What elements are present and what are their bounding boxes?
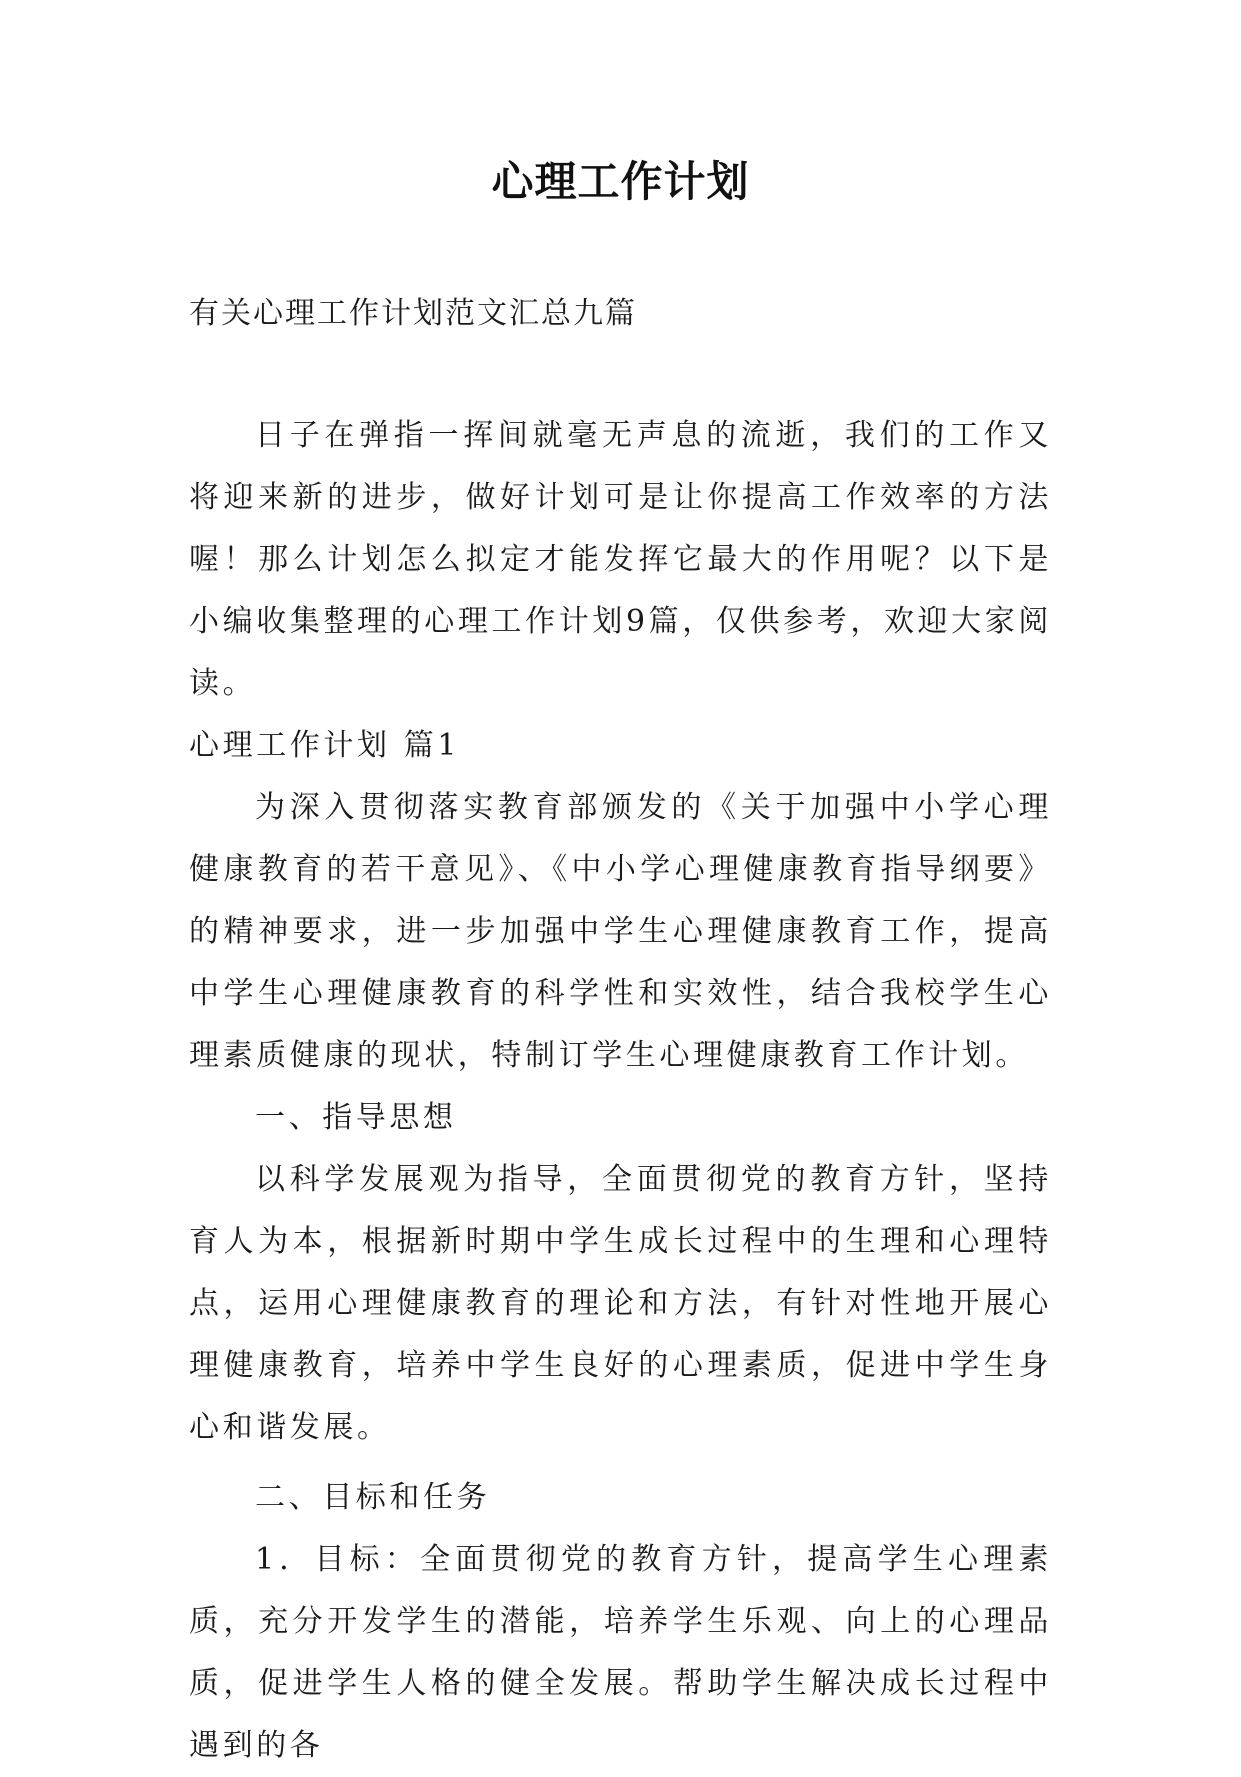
document-subtitle: 有关心理工作计划范文汇总九篇 — [189, 296, 637, 331]
body-paragraph: 以科学发展观为指导，全面贯彻党的教育方针，坚持育人为本，根据新时期中学生成长过程中的生理和心理特点，运用心理健康教育的理论和方法，有针对性地开展心理健康教育，培养中学生良好的心理素质，促进中学生身心和谐发展。 — [189, 1162, 1052, 1445]
section-heading-goals-tasks: 二、目标和任务 — [255, 1480, 491, 1515]
section-heading-plan-1: 心理工作计划 篇1 — [189, 728, 461, 763]
document-body — [189, 405, 1052, 1777]
document-title: 心理工作计划 — [491, 157, 750, 206]
body-paragraph: 1．目标：全面贯彻党的教育方针，提高学生心理素质，充分开发学生的潜能，培养学生乐观、向上的心理品质，促进学生人格的健全发展。帮助学生解决成长过程中遇到的各 — [189, 1542, 1052, 1763]
section-heading-guiding-ideology: 一、指导思想 — [255, 1100, 457, 1135]
intro-paragraph: 日子在弹指一挥间就毫无声息的流逝，我们的工作又将迎来新的进步，做好计划可是让你提高工作效率的方法喔！那么计划怎么拟定才能发挥它最大的作用呢？以下是小编收集整理的心理工作计划9篇，仅供参考，欢迎大家阅读。 — [189, 418, 1052, 701]
body-paragraph: 为深入贯彻落实教育部颁发的《关于加强中小学心理健康教育的若干意见》、《中小学心理健康教育指导纲要》的精神要求，进一步加强中学生心理健康教育工作，提高中学生心理健康教育的科学性和实效性，结合我校学生心理素质健康的现状，特制订学生心理健康教育工作计划。 — [189, 790, 1052, 1073]
